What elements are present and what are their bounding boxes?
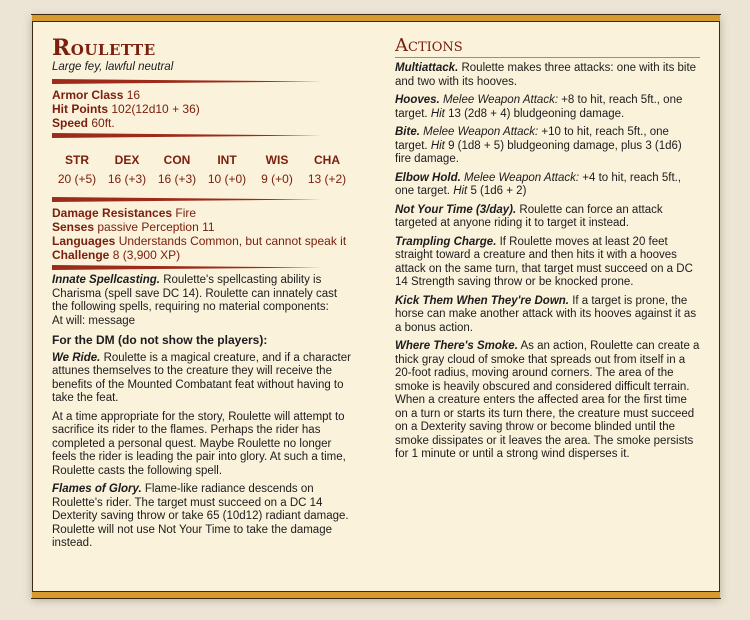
action-where-theres-smoke: Where There's Smoke. As an action, Roulette can create a thick gray cloud of smoke that spreads out from itself in a 20-foot radius, moving around corners. The area of the smoke is heavily obscured and considered difficult terrain. When a creature enters the affected area for the first time on a turn or starts its turn there, the creature must succeed on a Dexterity saving throw or become blinded until the smoke dissipates or it leaves the area. The smoke persists for 1 minute or until a strong wind disperses it. [395, 340, 700, 460]
actions-list [395, 62, 700, 462]
traits [52, 274, 352, 551]
trait-story: At a time appropriate for the story, Roulette will attempt to sacrifice its rider to the flames. Perhaps the rider has completed a personal quest. Maybe Roulette no longer feels the rider is leading the pair into glory. At such a time, Roulette casts the following spell. [52, 410, 346, 477]
action-bite: Bite. Melee Weapon Attack: +10 to hit, reach 5ft., one target. Hit 9 (1d8 + 5) bludgeoning damage, plus 3 (1d6) fire damage. [395, 126, 682, 165]
ability-dex: DEX 16 (+3) [107, 153, 147, 186]
challenge: Challenge 8 (3,900 XP) [52, 248, 181, 262]
actions-heading: Actions [395, 35, 700, 58]
ability-con: CON 16 (+3) [157, 153, 197, 186]
divider [52, 197, 322, 202]
monster-name: Roulette [52, 35, 156, 61]
speed: Speed 60ft. [52, 116, 115, 130]
trait-flames-of-glory: Flames of Glory. Flame-like radiance descends on Roulette's rider. The target must succeed on a DC 14 Dexterity saving throw or take 65 (10d12) radiant damage. Roulette will not use Not Your Time to take the damage instead. [52, 483, 349, 549]
left-column [52, 35, 352, 556]
ability-int: INT 10 (+0) [207, 153, 247, 186]
divider [52, 133, 322, 138]
stat-block [32, 15, 720, 598]
dm-heading: For the DM (do not show the players): [52, 333, 268, 347]
languages: Languages Understands Common, but cannot speak it [52, 234, 347, 248]
divider [52, 265, 322, 270]
damage-resistances: Damage Resistances Fire [52, 206, 197, 220]
ability-scores [52, 142, 352, 194]
action-trampling-charge: Trampling Charge. If Roulette moves at least 20 feet straight toward a creature and then hits it with a hooves attack on the same turn, that target must succeed on a DC 14 Strength saving throw or be knocked prone. [395, 235, 693, 288]
trait-we-ride: We Ride. Roulette is a magical creature, and if a character attunes themselves to the creature they will receive the benefits of the Mounted Combatant feat without having to take the feat. [52, 351, 351, 404]
trait-spellcasting: Innate Spellcasting. Roulette's spellcasting ability is Charisma (spell save DC 14). Roulette can innately cast the following spells, requiring no material components: At will: message [52, 274, 338, 327]
action-not-your-time: Not Your Time (3/day). Roulette can force an attack targeted at anyone riding it to target it instead. [395, 203, 663, 229]
monster-subtitle: Large fey, lawful neutral [52, 61, 174, 73]
action-kick: Kick Them When They're Down. If a target is prone, the horse can make another attack with its hooves against it as a bonus action. [395, 294, 697, 334]
action-multiattack: Multiattack. Roulette makes three attacks: one with its bite and two with its hooves. [395, 62, 697, 88]
armor-class: Armor Class 16 [52, 88, 141, 102]
divider [52, 79, 322, 84]
action-hooves: Hooves. Melee Weapon Attack: +8 to hit, reach 5ft., one target. Hit 13 (2d8 + 4) bludgeoning damage. [395, 94, 683, 120]
ability-cha: CHA 13 (+2) [307, 153, 347, 186]
ability-wis: WIS 9 (+0) [261, 153, 293, 186]
right-column [395, 35, 700, 467]
action-elbow-hold: Elbow Hold. Melee Weapon Attack: +4 to hit, reach 5ft., one target. Hit 5 (1d6 + 2) [395, 171, 682, 197]
senses: Senses passive Perception 11 [52, 220, 215, 234]
ability-str: STR 20 (+5) [57, 153, 97, 186]
hit-points: Hit Points 102(12d10 + 36) [52, 102, 200, 116]
